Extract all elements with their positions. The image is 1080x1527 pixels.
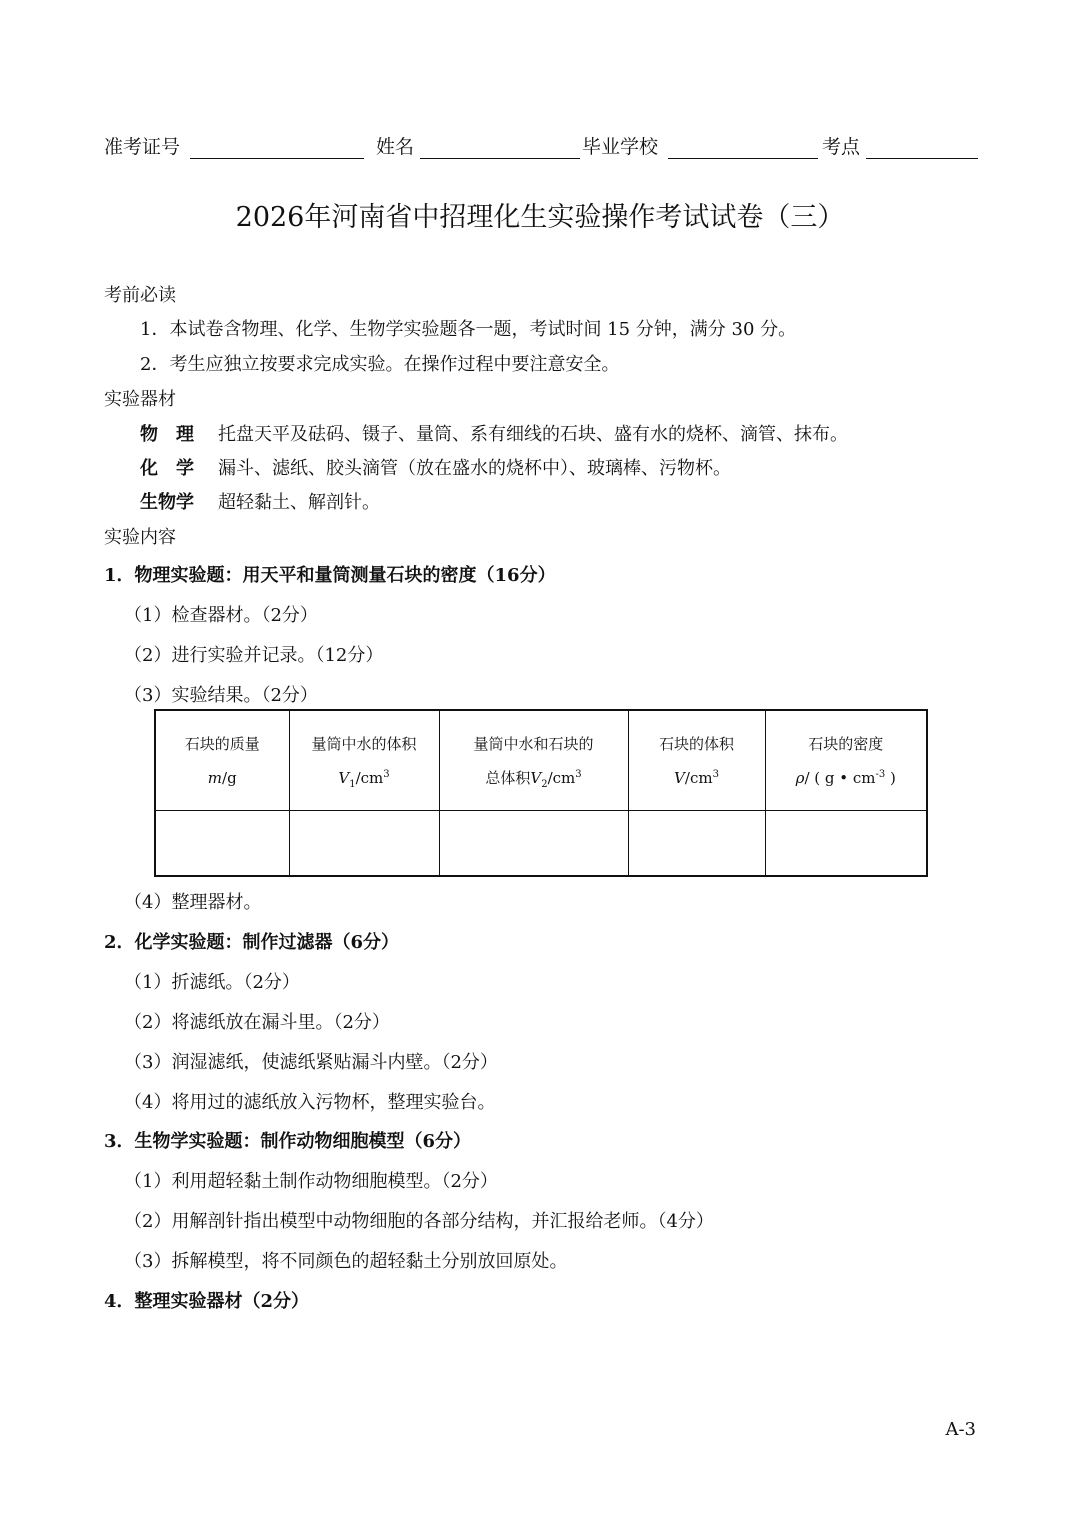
site-label: 考点 (822, 136, 861, 158)
q1-step: （1）检查器材。（2分） (124, 605, 318, 626)
q1-title: 1．物理实验题：用天平和量筒测量石块的密度（16分） (104, 565, 556, 586)
q2-step: （3）润湿滤纸，使滤纸紧贴漏斗内壁。（2分） (124, 1052, 498, 1073)
total-volume-cell[interactable] (439, 811, 628, 877)
name-label: 姓名 (376, 136, 415, 158)
equipment-items-biology: 超轻黏土、解剖针。 (218, 492, 380, 513)
notice-heading: 考前必读 (104, 285, 176, 306)
content-heading: 实验内容 (104, 527, 176, 548)
exam-id-blank[interactable] (190, 158, 364, 159)
equipment-subject-physics: 物 理 (140, 424, 194, 445)
q1-step: （2）进行实验并记录。（12分） (124, 645, 384, 666)
equipment-subject-chemistry: 化 学 (140, 458, 194, 479)
site-blank[interactable] (866, 158, 978, 159)
q3-step: （3）拆解模型，将不同颜色的超轻黏土分别放回原处。 (124, 1251, 568, 1272)
col-header-water-volume: 量筒中水的体积 $V_1/cm^3$ (289, 710, 439, 811)
col-header-stone-volume: 石块的体积 $V/cm^3$ (628, 710, 765, 811)
q1-step: （3）实验结果。（2分） (124, 685, 318, 706)
density-cell[interactable] (765, 811, 927, 877)
q2-title: 2．化学实验题：制作过滤器（6分） (104, 932, 400, 953)
q4-title: 4．整理实验器材（2分） (104, 1291, 310, 1312)
q2-step: （2）将滤纸放在漏斗里。（2分） (124, 1012, 390, 1033)
col-header-density: 石块的密度 ρ/ ( g • $cm^{-3}$ ) (765, 710, 927, 811)
results-table-data-row (155, 811, 927, 877)
col-header-mass: 石块的质量 m/g (155, 710, 289, 811)
school-label: 毕业学校 (582, 136, 659, 158)
equipment-subject-biology: 生物学 (140, 492, 194, 513)
results-table-header-row (155, 710, 927, 811)
equipment-items-chemistry: 漏斗、滤纸、胶头滴管（放在盛水的烧杯中）、玻璃棒、污物杯。 (218, 458, 731, 479)
results-table (154, 709, 928, 877)
q3-step: （1）利用超轻黏土制作动物细胞模型。（2分） (124, 1171, 498, 1192)
candidate-info-row (104, 133, 978, 163)
equipment-items-physics: 托盘天平及砝码、镊子、量筒、系有细线的石块、盛有水的烧杯、滴管、抹布。 (218, 424, 848, 445)
q2-step: （4）将用过的滤纸放入污物杯，整理实验台。 (124, 1092, 496, 1113)
q3-step: （2）用解剖针指出模型中动物细胞的各部分结构，并汇报给老师。（4分） (124, 1211, 714, 1232)
col-header-total-volume: 量筒中水和石块的 总体积$V_2/cm^3$ (439, 710, 628, 811)
notice-item: 1．本试卷含物理、化学、生物学实验题各一题，考试时间 15 分钟，满分 30 分。 (140, 319, 797, 340)
exam-id-label: 准考证号 (104, 136, 181, 158)
mass-cell[interactable] (155, 811, 289, 877)
equipment-heading: 实验器材 (104, 389, 176, 410)
notice-item: 2．考生应独立按要求完成实验。在操作过程中要注意安全。 (140, 354, 620, 375)
name-blank[interactable] (420, 158, 580, 159)
page-number: A-3 (945, 1419, 976, 1440)
q2-step: （1）折滤纸。（2分） (124, 972, 300, 993)
stone-volume-cell[interactable] (628, 811, 765, 877)
water-volume-cell[interactable] (289, 811, 439, 877)
q3-title: 3．生物学实验题：制作动物细胞模型（6分） (104, 1131, 472, 1152)
school-blank[interactable] (668, 158, 818, 159)
q1-step: （4）整理器材。 (124, 892, 262, 913)
page-title: 2026年河南省中招理化生实验操作考试试卷（三） (235, 202, 845, 233)
